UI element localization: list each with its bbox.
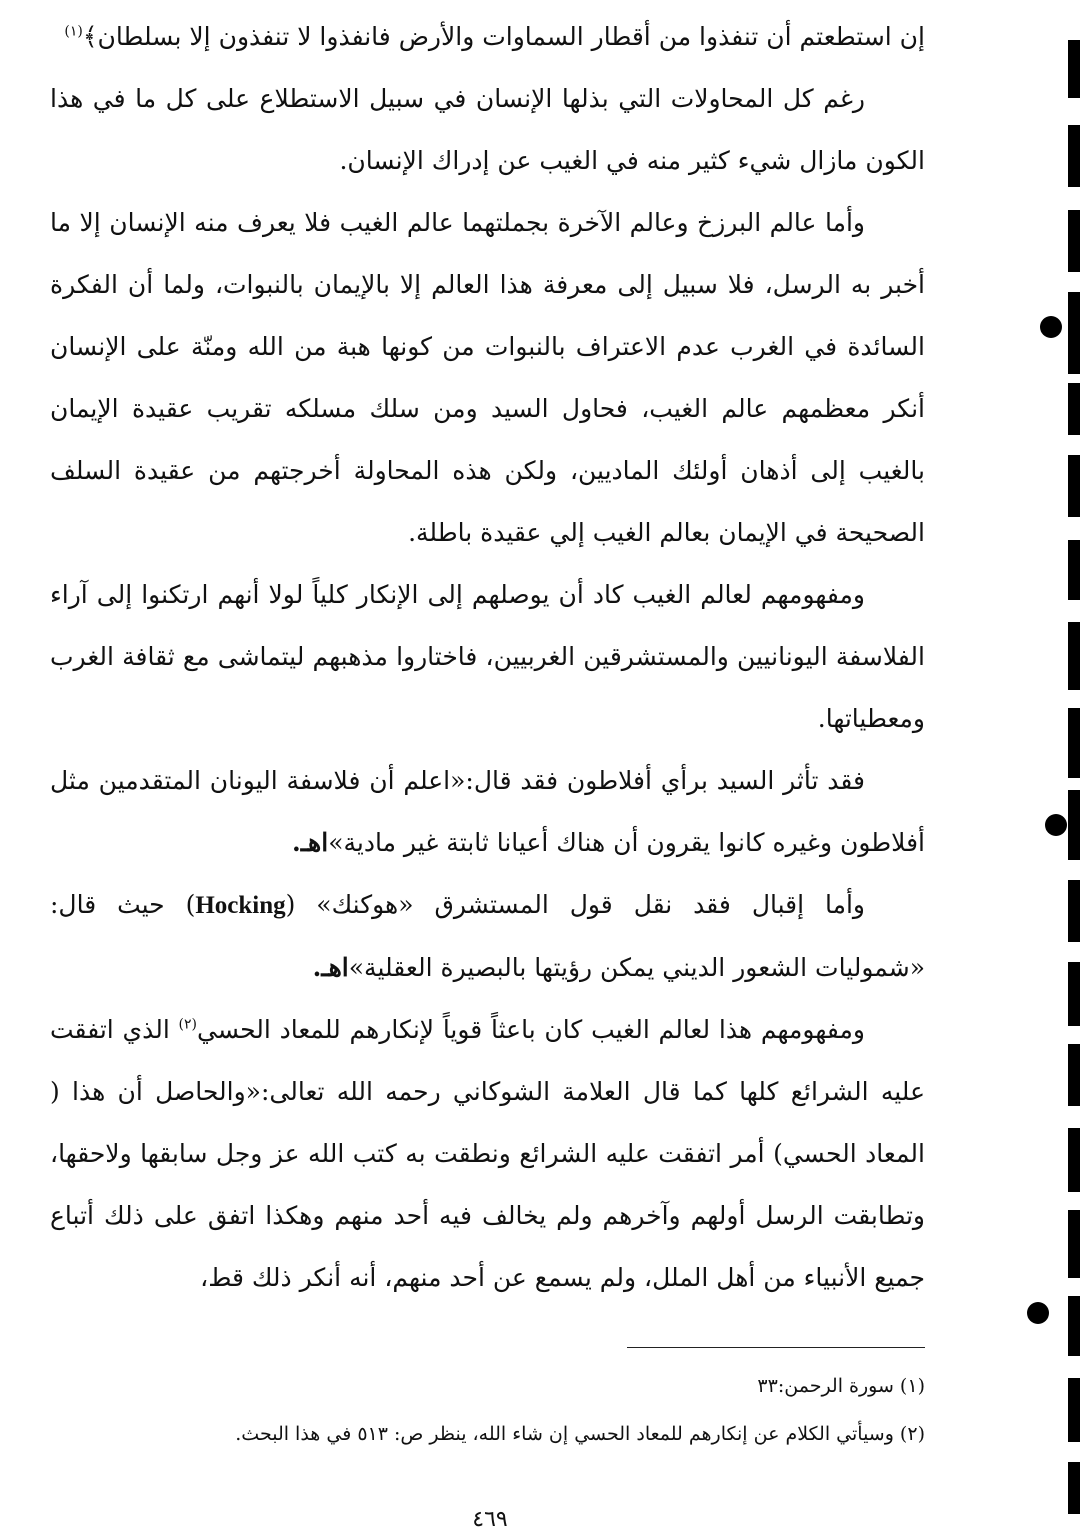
binding-edge-bar (1068, 210, 1080, 272)
binding-edge-bar (1068, 40, 1080, 98)
binding-edge-bar (1068, 383, 1080, 435)
binding-edge-bar (1068, 708, 1080, 778)
paragraph-text: وأما إقبال فقد نقل قول المستشرق «هوكنك» ( (285, 890, 865, 919)
paragraph (50, 564, 925, 750)
binding-edge-bar (1068, 1210, 1080, 1278)
punch-hole (1027, 1302, 1049, 1324)
paragraph-text: الذي اتفقت عليه الشرائع كلها كما قال العلامة الشوكاني رحمه الله تعالى:«والحاصل أن هذا ( المعاد الحسي) أمر اتفقت عليه الشرائع ونطقت به كتب الله عز وجل سابقها ولاحقها، وتطابقت الرسل أولهم وآخرهم ولم يخالف فيه أحد منهم وهكذا اتفق على ذلك أتباع جميع الأنبياء من أهل الملل، ولم يسمع عن أحد منهم، أنه أنكر ذلك قط، (50, 1015, 925, 1292)
latin-term: Hocking (195, 892, 286, 919)
paragraph-text: وأما عالم البرزخ وعالم الآخرة بجملتهما عالم الغيب فلا يعرف منه الإنسان إلا ما أخبر به الرسل، فلا سبيل إلى معرفة هذا العالم إلا بالإيمان بالنبوات، ولما أن الفكرة السائدة في الغرب عدم الاعتراف بالنبوات من كونها هبة من الله ومنّة على الإنسان أنكر معظمهم عالم الغيب، فحاول السيد ومن سلك مسلكه تقريب عقيدة الإيمان بالغيب إلى أذهان أولئك الماديين، ولكن هذه المحاولة أخرجتهم من عقيدة السلف الصحيحة في الإيمان بعالم الغيب إلي عقيدة باطلة. (50, 208, 925, 547)
binding-edge-bar (1068, 622, 1080, 690)
binding-edge-bar (1068, 1296, 1080, 1356)
paragraph-text: ومفهومهم هذا لعالم الغيب كان باعثاً قوياً لإنكارهم للمعاد الحسي (197, 1015, 865, 1044)
footnote-reference: (١) (64, 23, 83, 40)
paragraph-text: اهـ. (292, 828, 329, 857)
footnote-separator (627, 1347, 925, 1348)
paragraph (50, 750, 925, 874)
binding-edge-bar (1068, 292, 1080, 374)
body-text (50, 6, 925, 1309)
page-number: ٤٦٩ (472, 1507, 508, 1532)
paragraph (50, 874, 925, 999)
footnote-reference: (٢) (178, 1016, 197, 1033)
binding-edge-bar (1068, 1462, 1080, 1514)
binding-edge-bar (1068, 1044, 1080, 1106)
paragraph-text: ومفهومهم لعالم الغيب كاد أن يوصلهم إلى الإنكار كلياً لولا أنهم ارتكنوا إلى آراء الفلاسفة اليونانيين والمستشرقين الغربيين، فاختاروا مذهبهم ليتماشى مع ثقافة الغرب ومعطياتها. (50, 580, 925, 733)
binding-edge-bar (1068, 880, 1080, 942)
punch-hole (1040, 316, 1062, 338)
footnotes (50, 1362, 925, 1458)
binding-edge-bar (1068, 962, 1080, 1026)
binding-edge-bar (1068, 1378, 1080, 1442)
paragraph (50, 6, 925, 68)
binding-edge-bar (1068, 790, 1080, 860)
paragraph (50, 192, 925, 564)
paragraph-text: اهـ. (312, 953, 349, 982)
paragraph-text: رغم كل المحاولات التي بذلها الإنسان في سبيل الاستطلاع على كل ما في هذا الكون مازال شيء كثير منه في الغيب عن إدراك الإنسان. (50, 84, 925, 175)
binding-edge-bar (1068, 540, 1080, 600)
paragraph (50, 68, 925, 192)
paragraph-text: ) حيث قال: «شموليات الشعور الديني يمكن رؤيتها بالبصيرة العقلية» (50, 890, 925, 982)
paragraph (50, 999, 925, 1309)
paragraph-text: إن استطعتم أن تنفذوا من أقطار السماوات والأرض فانفذوا لا تنفذون إلا بسلطان﴾ (82, 22, 925, 51)
binding-edge-bar (1068, 125, 1080, 187)
punch-hole (1045, 814, 1067, 836)
footnote: (١) سورة الرحمن:٣٣ (757, 1375, 925, 1397)
binding-edge-bar (1068, 1128, 1080, 1192)
footnote: (٢) وسيأتي الكلام عن إنكارهم للمعاد الحسي إن شاء الله، ينظر ص: ٥١٣ في هذا البحث. (235, 1423, 925, 1445)
binding-edge-bar (1068, 455, 1080, 517)
paragraph-text: فقد تأثر السيد برأي أفلاطون فقد قال:«اعلم أن فلاسفة اليونان المتقدمين مثل أفلاطون وغيره كانوا يقرون أن هناك أعيانا ثابتة غير مادية» (50, 766, 925, 857)
